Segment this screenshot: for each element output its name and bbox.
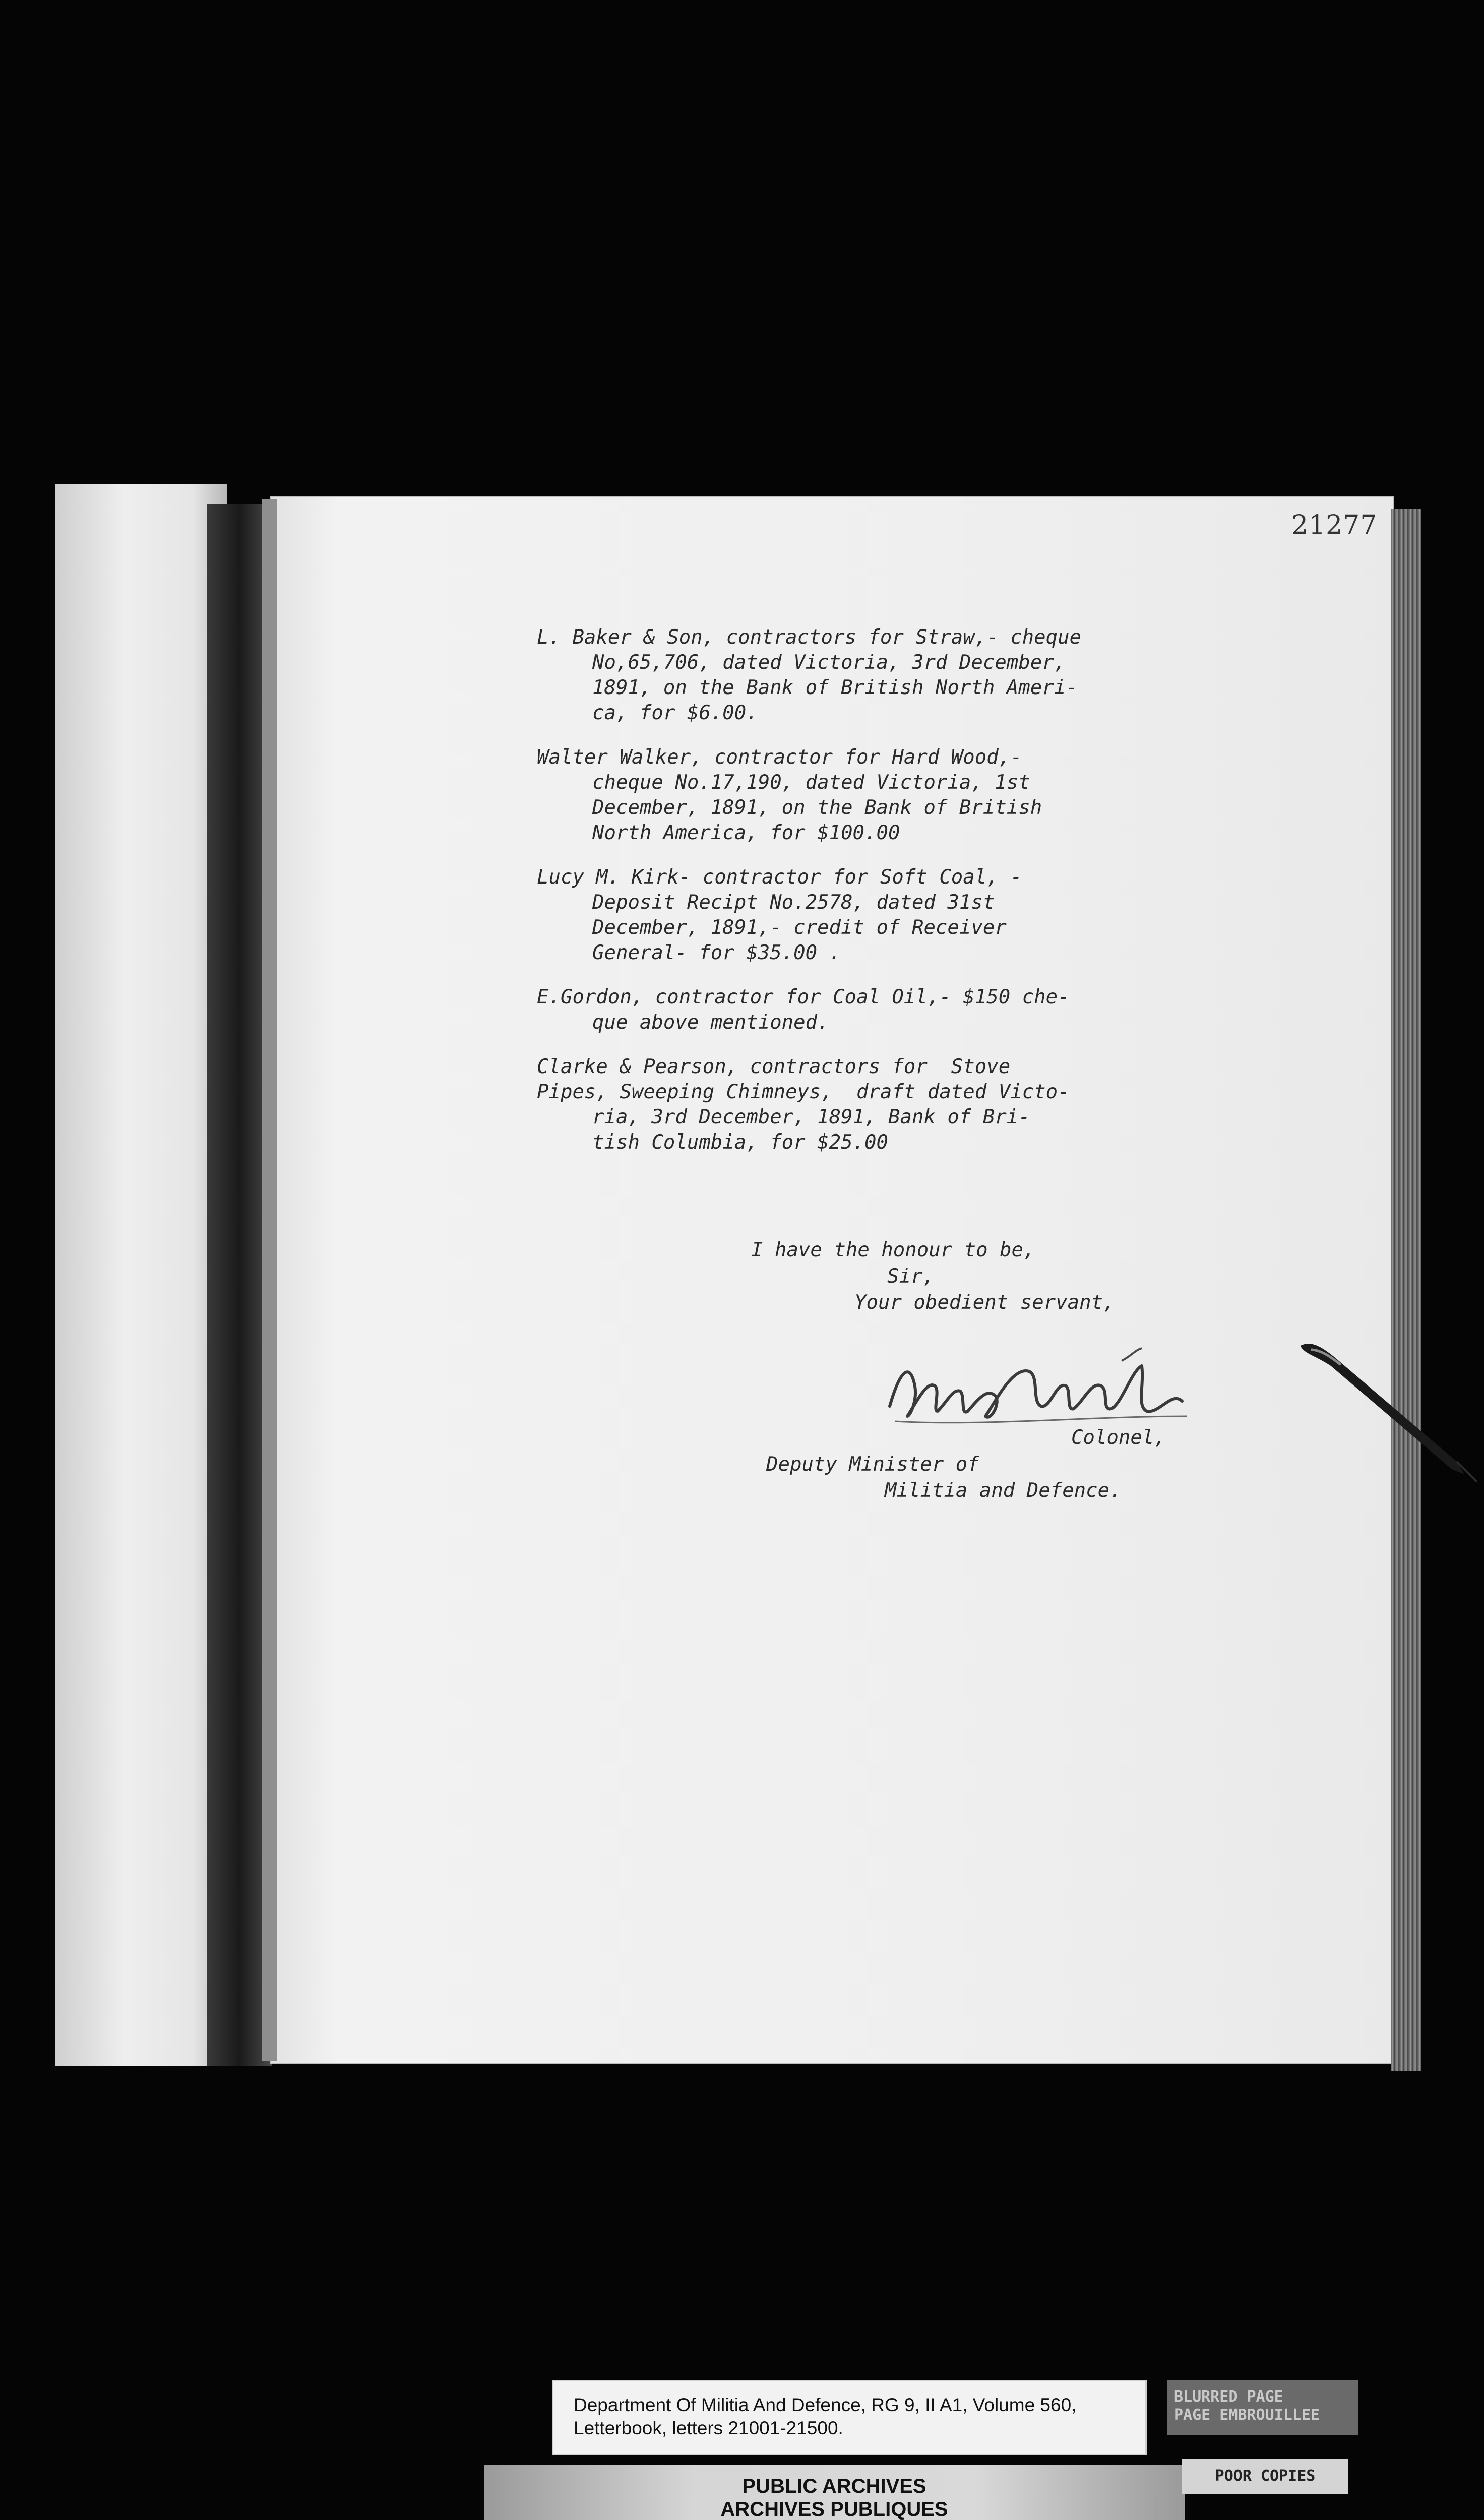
entry-line: North America, for $100.00	[592, 822, 900, 844]
archive-reference-label	[552, 2380, 1147, 2455]
entry-line: cheque No.17,190, dated Victoria, 1st	[592, 771, 1030, 794]
closing-line: Your obedient servant,	[854, 1291, 1115, 1314]
poor-copies-label: POOR COPIES	[1182, 2459, 1348, 2494]
page-left-edge	[262, 499, 277, 2061]
rank-label: Colonel,	[1071, 1426, 1166, 1449]
entry-line: Clarke & Pearson, contractors for Stove	[537, 1055, 1011, 1078]
contractor-entry	[537, 625, 1273, 726]
entry-line: E.Gordon, contractor for Coal Oil,- $150 che-	[537, 986, 1070, 1009]
contractor-entry	[537, 745, 1273, 846]
title-line: Militia and Defence.	[885, 1479, 1122, 1502]
public-archives-line: PUBLIC ARCHIVES	[742, 2475, 926, 2497]
signatory-title	[766, 1452, 1122, 1504]
blurred-page-label	[1167, 2380, 1358, 2435]
title-line: Deputy Minister of	[766, 1453, 979, 1476]
entry-line: Walter Walker, contractor for Hard Wood,-	[537, 746, 1022, 769]
entry-line: ria, 3rd December, 1891, Bank of Bri-	[592, 1106, 1030, 1128]
blurred-label-line: PAGE EMBROUILLEE	[1174, 2406, 1320, 2424]
page-stack-edge	[1391, 509, 1421, 2071]
contractor-entry	[537, 865, 1273, 966]
public-archives-line: ARCHIVES PUBLIQUES	[720, 2498, 948, 2520]
entry-line: December, 1891, on the Bank of British	[592, 796, 1042, 819]
archive-label-line: Department Of Militia And Defence, RG 9, II A1, Volume 560,	[574, 2395, 1077, 2415]
entry-line: Pipes, Sweeping Chimneys, draft dated Victo-	[537, 1081, 1070, 1103]
entry-line: tish Columbia, for $25.00	[592, 1131, 888, 1154]
entry-line: General- for $35.00 .	[592, 941, 841, 964]
left-facing-page	[55, 484, 227, 2066]
letter-closing	[751, 1237, 1115, 1316]
entry-line: No,65,706, dated Victoria, 3rd December,	[592, 651, 1066, 674]
handwritten-signature	[880, 1341, 1197, 1436]
entry-line: ca, for $6.00.	[592, 702, 758, 724]
closing-line: I have the honour to be,	[751, 1239, 1035, 1262]
entry-line: que above mentioned.	[592, 1011, 829, 1034]
page-number: 21277	[1291, 510, 1378, 540]
entry-line: Lucy M. Kirk- contractor for Soft Coal, -	[537, 866, 1022, 889]
pen-icon	[1290, 1331, 1482, 1497]
blurred-label-line: BLURRED PAGE	[1174, 2388, 1283, 2406]
letter-body	[537, 625, 1273, 1174]
entry-line: L. Baker & Son, contractors for Straw,- cheque	[537, 626, 1082, 649]
entry-line: 1891, on the Bank of British North Ameri-	[592, 676, 1078, 699]
public-archives-label	[484, 2465, 1185, 2520]
contractor-entry	[537, 1054, 1273, 1155]
archive-label-line: Letterbook, letters 21001-21500.	[574, 2418, 843, 2438]
closing-line: Sir,	[887, 1265, 935, 1288]
contractor-entry	[537, 985, 1273, 1035]
entry-line: December, 1891,- credit of Receiver	[592, 916, 1007, 939]
entry-line: Deposit Recipt No.2578, dated 31st	[592, 891, 995, 914]
